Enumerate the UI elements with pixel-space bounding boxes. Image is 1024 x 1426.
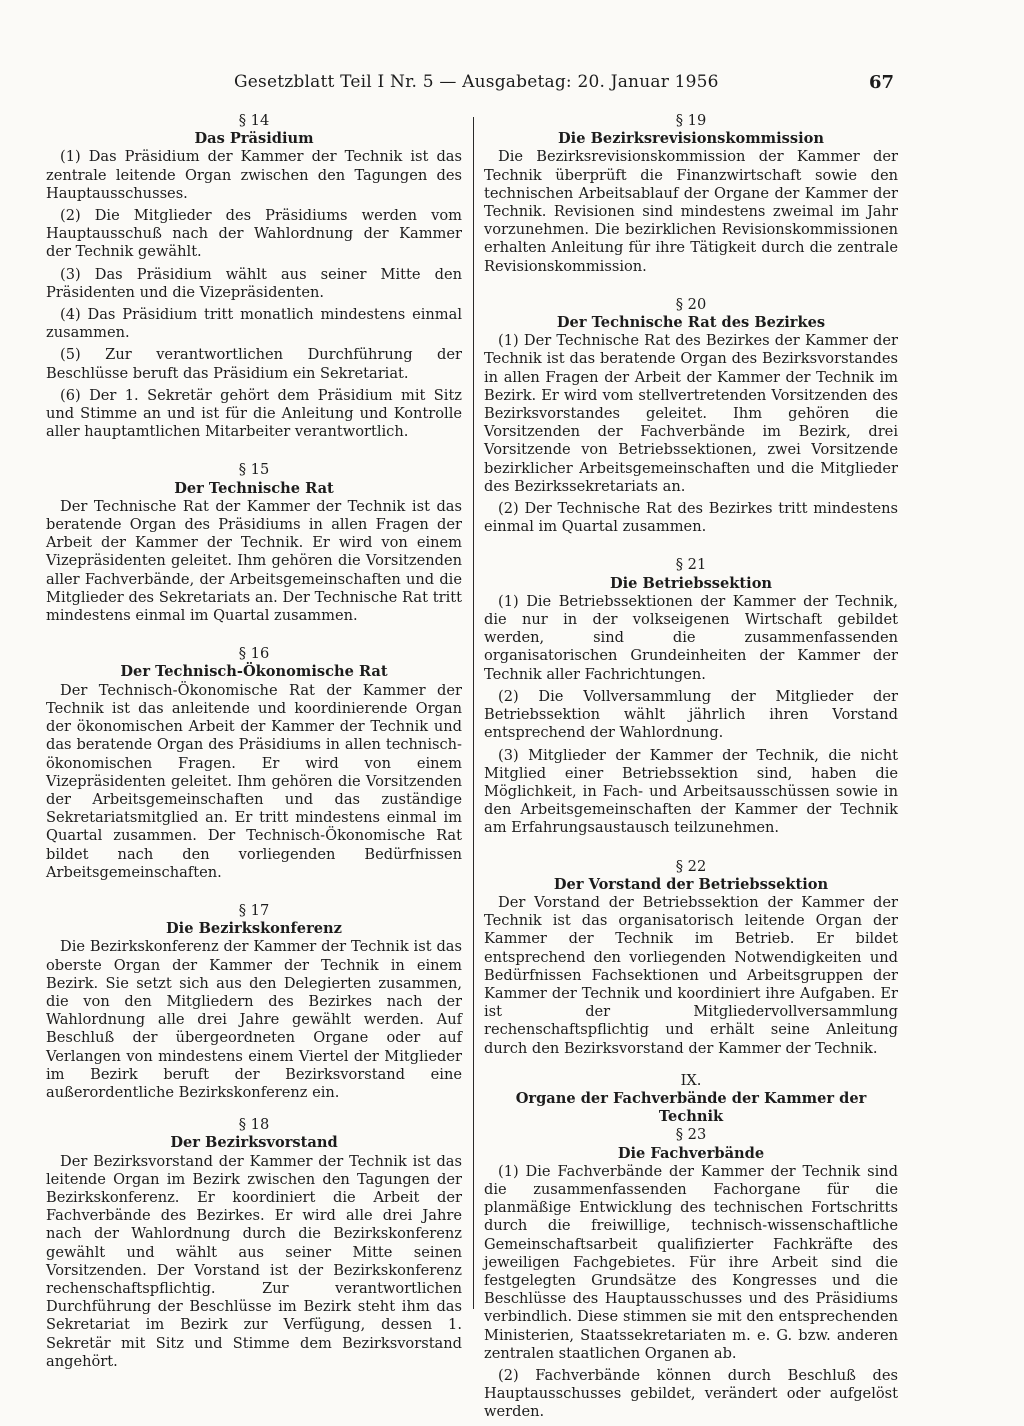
section-number: § 18 [238, 1116, 270, 1134]
section-title: Der Technische Rat [174, 479, 334, 497]
paragraph: (1) Die Fachverbände der Kammer der Technik sind die zusammenfassenden Fachorgane für die planmäßige Entwicklung des technischen Fortschritts durch die freiwillige, technisch-wissenschaftliche Gemeinschaftsarbeit qualifizierter Fachkräfte des jeweiligen Fachgebietes. Für ihre Arbeit sind die festgelegten Grundsätze des Kongresses und die Beschlüsse des Hauptausschusses und des Präsidiums verbindlich. Diese stimmen sie mit den entsprechenden Ministerien, Staatssekretariaten m. e. G. bzw. anderen zentralen staatlichen Organen ab. [484, 1162, 898, 1362]
section-14 [46, 112, 462, 441]
part-title: Organe der Fachverbände der Kammer der Technik [515, 1089, 867, 1126]
section-21 [484, 556, 898, 837]
section-title: Der Bezirksvorstand [170, 1134, 338, 1152]
page-number: 67 [868, 72, 894, 93]
paragraph: (2) Fachverbände können durch Beschluß des Hauptausschusses gebildet, verändert oder aufgelöst werden. [484, 1367, 898, 1421]
paragraph: Der Vorstand der Betriebssektion der Kammer der Technik ist das organisatorisch leitende Organ der Kammer der Technik im Betrieb. Er bildet entsprechend den vorliegenden Notwendigkeiten und Bedürfnissen Fachsektionen und Arbeitsgruppen der Kammer der Technik und koordiniert ihre Aufgaben. Er ist der Mitgliedervollversammlung rechenschaftspflichtig und erhält seine Anleitung durch den Bezirksvorstand der Kammer der Technik. [484, 893, 898, 1057]
section-17 [46, 902, 462, 1102]
section-title: Die Betriebssektion [609, 574, 773, 592]
section-number: § 23 [675, 1126, 707, 1144]
section-number: § 19 [675, 112, 707, 129]
paragraph: (2) Die Mitglieder des Präsidiums werden vom Hauptausschuß nach der Wahlordnung der Kammer der Technik gewählt. [46, 207, 462, 261]
section-title: Das Präsidium [194, 130, 314, 148]
paragraph: Der Bezirksvorstand der Kammer der Technik ist das leitende Organ im Bezirk zwischen den Tagungen der Bezirkskonferenz. Er koordiniert die Arbeit der Fachverbände des Bezirkes. Er wird alle drei Jahre nach der Wahlordnung durch die Bezirkskonferenz gewählt und wählt aus seiner Mitte seinen Vorsitzenden. Der Vorstand ist der Bezirkskonferenz rechenschaftspflichtig. Zur verantwortlichen Durchführung der Beschlüsse im Bezirk steht ihm das Sekretariat im Bezirk zur Verfügung, dessen 1. Sekretär mit Sitz und Stimme dem Bezirksvorstand angehört. [46, 1152, 462, 1370]
section-number: § 21 [675, 556, 707, 574]
section-number: § 14 [238, 112, 270, 129]
header-title: Gesetzblatt Teil I Nr. 5 — Ausgabetag: 20. Januar 1956 [234, 72, 719, 92]
section-16 [46, 645, 462, 882]
section-20 [484, 296, 898, 537]
paragraph: Der Technische Rat der Kammer der Technik ist das beratende Organ des Präsidiums in allen Fragen der Arbeit der Kammer der Technik. Er wird von einem Vizepräsidenten geleitet. Ihm gehören die Vorsitzenden aller Fachverbände, der Arbeitsgemeinschaften und die Mitglieder des Sekretariats an. Der Technische Rat tritt mindestens einmal im Quartal zusammen. [46, 497, 462, 625]
section-title: Die Bezirkskonferenz [166, 920, 342, 938]
paragraph: (1) Das Präsidium der Kammer der Technik ist das zentrale leitende Organ zwischen den Tagungen des Hauptausschusses. [46, 148, 462, 202]
section-title: Die Bezirksrevisionskommission [558, 130, 824, 148]
section-number: § 17 [238, 901, 270, 919]
section-19 [484, 112, 898, 276]
paragraph: (1) Die Betriebssektionen der Kammer der Technik, die nur in der volkseigenen Wirtschaft gebildet werden, sind die zusammenfassenden organisatorischen Grundeinheiten der Kammer der Technik aller Fachrichtungen. [484, 592, 898, 683]
paragraph: (3) Das Präsidium wählt aus seiner Mitte den Präsidenten und die Vizepräsidenten. [46, 265, 462, 301]
paragraph: (3) Mitglieder der Kammer der Technik, die nicht Mitglied einer Betriebssektion sind, haben die Möglichkeit, in Fach- und Arbeitsausschüssen sowie in den Arbeitsgemeinschaften der Kammer der Technik am Erfahrungsaustausch teilzunehmen. [484, 746, 898, 837]
paragraph: Der Technisch-Ökonomische Rat der Kammer der Technik ist das anleitende und koordinierende Organ der ökonomischen Arbeit der Kammer der Technik und das beratende Organ des Präsidiums in allen technisch-ökonomischen Fragen. Er wird von einem Vizepräsidenten geleitet. Ihm gehören die Vorsitzenden der Arbeitsgemeinschaften und das zuständige Sekretariatsmitglied an. Er tritt mindestens einmal im Quartal zusammen. Der Technisch-Ökonomische Rat bildet nach den vorliegenden Bedürfnissen Arbeitsgemeinschaften. [46, 681, 462, 881]
section-title: Die Fachverbände [617, 1144, 765, 1162]
section-number: § 20 [675, 295, 707, 313]
section-18 [46, 1116, 462, 1371]
column-divider [473, 117, 474, 1309]
left-column [46, 112, 462, 1375]
section-15 [46, 461, 462, 625]
page-header [0, 72, 1024, 98]
part-ix [484, 1072, 898, 1127]
paragraph: (4) Das Präsidium tritt monatlich mindestens einmal zusammen. [46, 306, 462, 342]
section-number: § 15 [238, 461, 270, 479]
paragraph: (2) Der Technische Rat des Bezirkes tritt mindestens einmal im Quartal zusammen. [484, 500, 898, 536]
section-title: Der Vorstand der Betriebssektion [553, 875, 829, 893]
paragraph: Die Bezirksrevisionskommission der Kammer der Technik überprüft die Finanzwirtschaft sowie den technischen Arbeitsablauf der Organe der Kammer der Technik. Revisionen sind mindestens zweimal im Jahr vorzunehmen. Die bezirklichen Revisionskommissionen erhalten Anleitung für ihre Tätigkeit durch die zentrale Revisionskommission. [484, 148, 898, 275]
section-23 [484, 1126, 898, 1421]
part-number: IX. [680, 1071, 702, 1089]
paragraph: (2) Die Vollversammlung der Mitglieder der Betriebssektion wählt jährlich ihren Vorstand entsprechend der Wahlordnung. [484, 687, 898, 742]
paragraph: Die Bezirkskonferenz der Kammer der Technik ist das oberste Organ der Kammer der Technik in einem Bezirk. Sie setzt sich aus den Delegierten zusammen, die von den Mitgliedern des Bezirkes nach der Wahlordnung alle drei Jahre gewählt werden. Auf Beschluß der übergeordneten Organe oder auf Verlangen von mindestens einem Viertel der Mitglieder im Bezirk beruft der Bezirksvorstand eine außerordentliche Bezirkskonferenz ein. [46, 938, 462, 1101]
paragraph: (5) Zur verantwortlichen Durchführung der Beschlüsse beruft das Präsidium ein Sekretariat. [46, 346, 462, 382]
section-title: Der Technische Rat des Bezirkes [556, 314, 826, 332]
paragraph: (6) Der 1. Sekretär gehört dem Präsidium mit Sitz und Stimme an und ist für die Anleitung und Kontrolle aller hauptamtlichen Mitarbeiter verantwortlich. [46, 386, 462, 441]
section-22 [484, 858, 898, 1058]
section-number: § 22 [675, 857, 707, 875]
section-title: Der Technisch-Ökonomische Rat [120, 663, 388, 681]
right-column [484, 112, 898, 1426]
section-number: § 16 [238, 645, 270, 663]
paragraph: (1) Der Technische Rat des Bezirkes der Kammer der Technik ist das beratende Organ des Bezirksvorstandes in allen Fragen der Arbeit der Kammer der Technik im Bezirk. Er wird vom stellvertretenden Vorsitzenden des Bezirksvorstandes geleitet. Ihm gehören die Vorsitzenden der Fachverbände im Bezirk, drei Vorsitzende von Betriebssektionen, zwei Vorsitzende bezirklicher Arbeitsgemeinschaften und die Mitglieder des Bezirkssekretariats an. [484, 332, 898, 495]
